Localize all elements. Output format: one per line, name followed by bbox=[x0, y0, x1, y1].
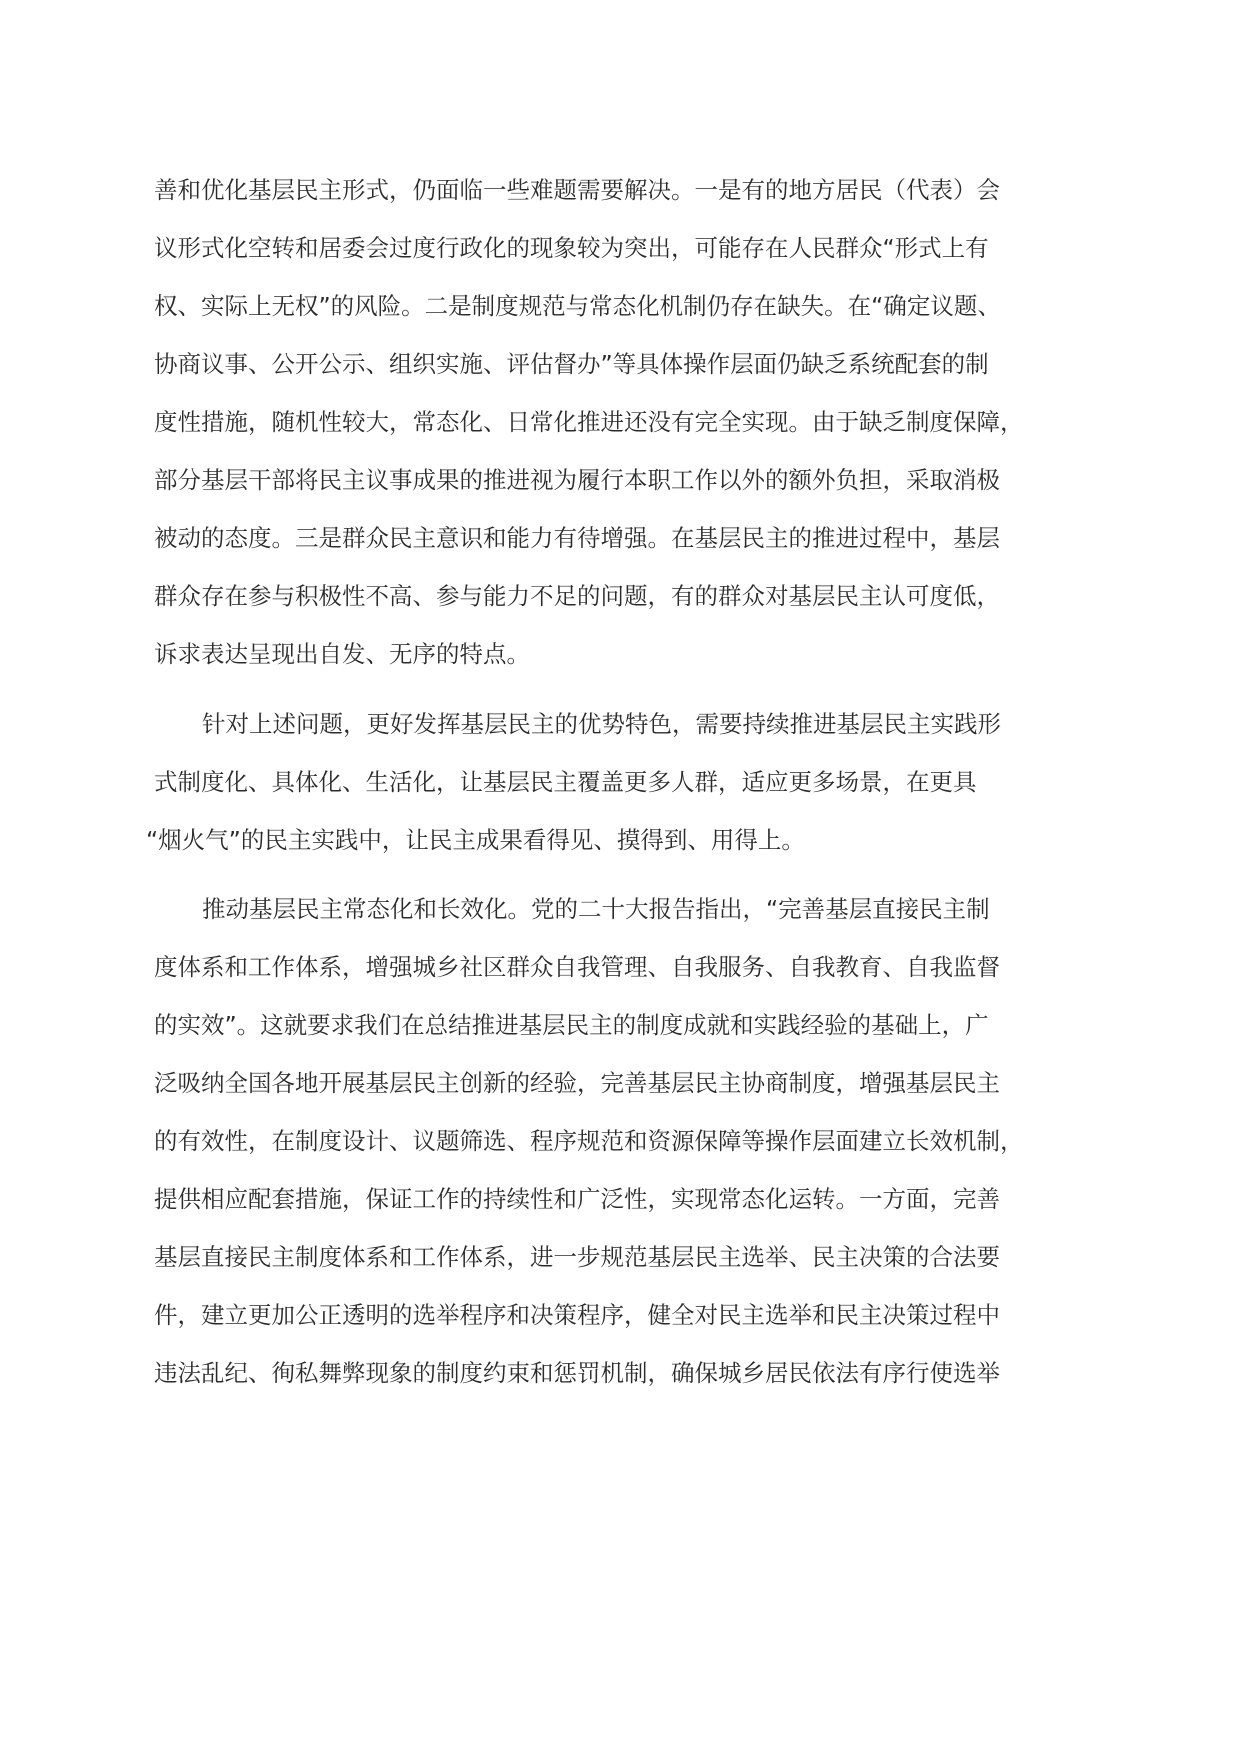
text-line: 的实效”。这就要求我们在总结推进基层民主的制度成就和实践经验的基础上，广 bbox=[154, 1011, 989, 1039]
text-line: 议形式化空转和居委会过度行政化的现象较为突出，可能存在人民群众“形式上有 bbox=[154, 234, 989, 262]
text-line: “烟火气”的民主实践中，让民主成果看得见、摸得到、用得上。 bbox=[146, 826, 805, 854]
text-line: 部分基层干部将民主议事成果的推进视为履行本职工作以外的额外负担，采取消极 bbox=[154, 466, 1000, 494]
text-line: 协商议事、公开公示、组织实施、评估督办”等具体操作层面仍缺乏系统配套的制 bbox=[154, 350, 989, 378]
text-line: 针对上述问题，更好发挥基层民主的优势特色，需要持续推进基层民主实践形 bbox=[202, 710, 1001, 738]
text-line: 提供相应配套措施，保证工作的持续性和广泛性，实现常态化运转。一方面，完善 bbox=[154, 1185, 1000, 1213]
text-line: 推动基层民主常态化和长效化。党的二十大报告指出，“完善基层直接民主制 bbox=[202, 895, 990, 923]
text-line: 的有效性，在制度设计、议题筛选、程序规范和资源保障等操作层面建立长效机制， bbox=[154, 1127, 1024, 1155]
text-line: 善和优化基层民主形式，仍面临一些难题需要解决。一是有的地方居民（代表）会 bbox=[154, 176, 1000, 204]
text-line: 权、实际上无权”的风险。二是制度规范与常态化机制仍存在缺失。在“确定议题、 bbox=[154, 292, 1001, 320]
text-line: 基层直接民主制度体系和工作体系，进一步规范基层民主选举、民主决策的合法要 bbox=[154, 1243, 1000, 1271]
text-line: 泛吸纳全国各地开展基层民主创新的经验，完善基层民主协商制度，增强基层民主 bbox=[154, 1069, 1000, 1097]
text-line: 度体系和工作体系，增强城乡社区群众自我管理、自我服务、自我教育、自我监督 bbox=[154, 953, 1000, 981]
text-line: 诉求表达呈现出自发、无序的特点。 bbox=[154, 640, 530, 668]
text-line: 违法乱纪、徇私舞弊现象的制度约束和惩罚机制，确保城乡居民依法有序行使选举 bbox=[154, 1359, 1000, 1387]
text-line: 式制度化、具体化、生活化，让基层民主覆盖更多人群，适应更多场景，在更具 bbox=[154, 768, 977, 796]
text-line: 被动的态度。三是群众民主意识和能力有待增强。在基层民主的推进过程中，基层 bbox=[154, 524, 1000, 552]
text-line: 度性措施，随机性较大，常态化、日常化推进还没有完全实现。由于缺乏制度保障， bbox=[154, 408, 1024, 436]
text-line: 件，建立更加公正透明的选举程序和决策程序，健全对民主选举和民主决策过程中 bbox=[154, 1301, 1000, 1329]
text-line: 群众存在参与积极性不高、参与能力不足的问题，有的群众对基层民主认可度低， bbox=[154, 582, 1000, 610]
